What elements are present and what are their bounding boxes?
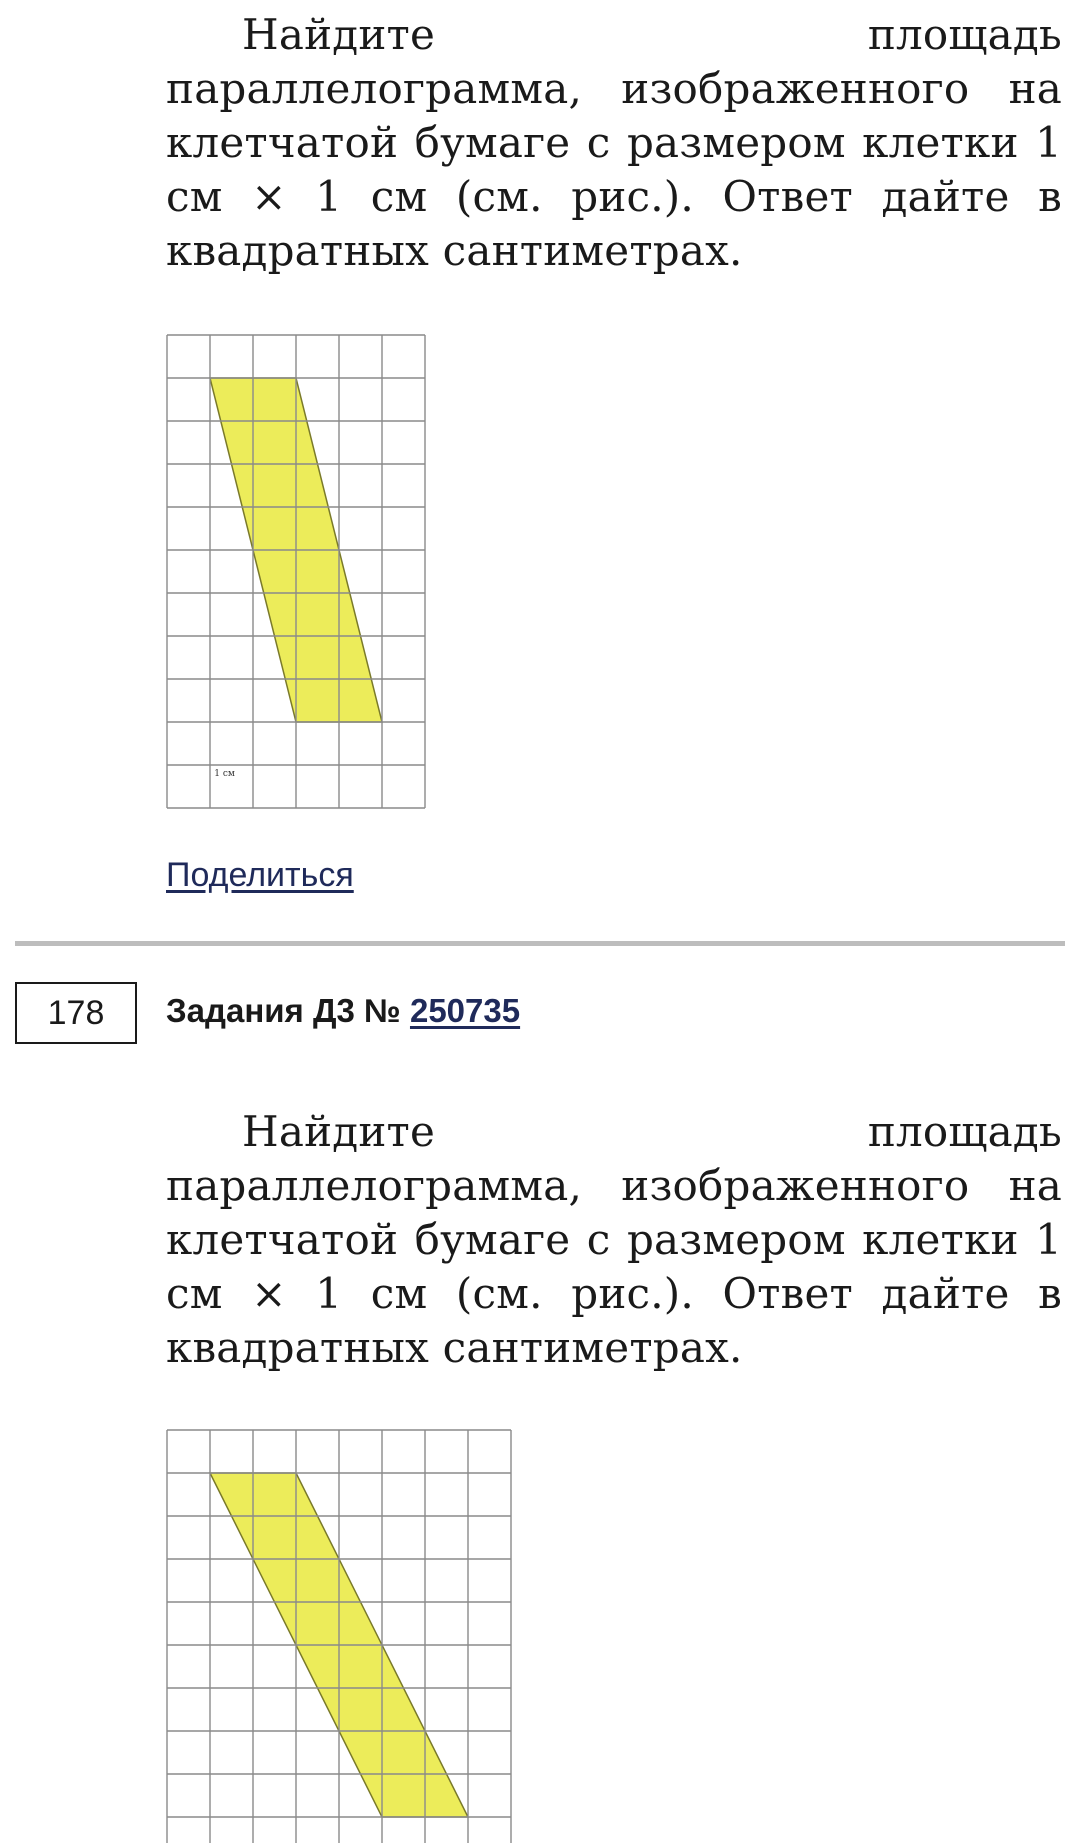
task-header bbox=[166, 992, 520, 1030]
scale-label: 1 см bbox=[214, 768, 235, 779]
task-header-label: Задания Д3 № bbox=[166, 992, 410, 1029]
problem-text: Найдите площадь параллелограмма, изображенного на клетчатой бумаге с размером клетки 1 см × 1 см (см. рис.). Ответ дайте в квадратных сантиметрах. bbox=[166, 1107, 1062, 1372]
grid-figure-parallelogram bbox=[166, 1429, 512, 1843]
grid-figure-parallelogram bbox=[166, 334, 426, 809]
share-link[interactable]: Поделиться bbox=[166, 856, 354, 894]
task-number-badge: 178 bbox=[15, 982, 137, 1044]
problem-text: Найдите площадь параллелограмма, изображенного на клетчатой бумаге с размером клетки 1 см × 1 см (см. рис.). Ответ дайте в квадратных сантиметрах. bbox=[166, 10, 1062, 275]
section-divider bbox=[15, 941, 1065, 946]
task-id-link[interactable]: 250735 bbox=[409, 992, 521, 1029]
